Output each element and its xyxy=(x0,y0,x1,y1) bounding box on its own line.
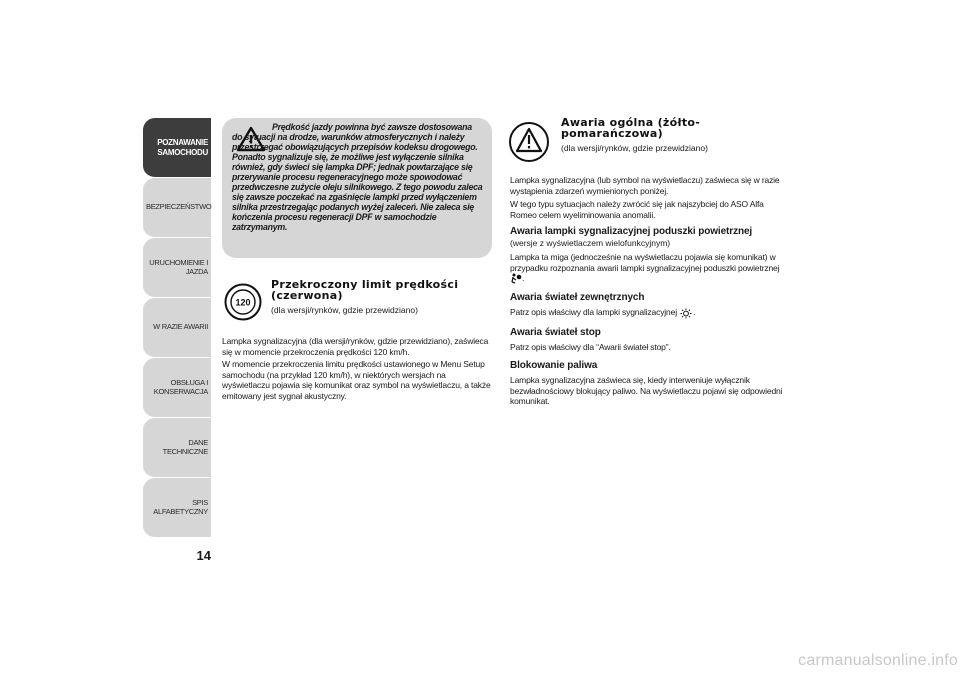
watermark: carmanualsonline.info xyxy=(798,652,958,669)
airbag-icon xyxy=(510,273,522,284)
exterior-lights-text: Patrz opis właściwy dla lampki sygnalizacyjnej . xyxy=(510,307,696,318)
general-failure-title: Awaria ogólna (żółto-pomarańczowa) xyxy=(561,116,701,140)
stop-lights-heading: Awaria świateł stop xyxy=(510,326,601,338)
general-failure-subtitle: (dla wersji/rynków, gdzie przewidziano) xyxy=(561,143,708,153)
fuel-block-heading: Blokowanie paliwa xyxy=(510,360,598,371)
speed-paragraph-2: W momencie przekroczenia limitu prędkości ustawionego w Menu Setup samochodu (na przykład 120 km/h), w niektórych wersjach na wyświetlaczu pojawia się komunikat oraz symbol na wyświetlaczu, a także emitowany jest sygnał akustyczny. xyxy=(222,359,491,401)
general-failure-warning-icon xyxy=(507,120,551,164)
speed-paragraph-1: Lampka sygnalizacyjna (dla wersji/rynków, gdzie przewidziano), zaświeca się w momencie przekroczenia prędkości 120 km/h. xyxy=(222,336,489,357)
chapter-sidebar xyxy=(143,118,211,538)
airbag-failure-text: Lampka ta miga (jednocześnie na wyświetlaczu pojawia się komunikat) w przypadku rozpoznania awarii lampki sygnalizacyjnej poduszki powietrznej . xyxy=(510,252,780,283)
bulb-icon xyxy=(679,308,693,319)
airbag-failure-subtitle: (wersje z wyświetlaczem wielofunkcyjnym) xyxy=(510,238,671,248)
tab-obsluga-konserwacja[interactable]: OBSŁUGA I KONSERWACJA xyxy=(143,358,211,418)
page-number: 14 xyxy=(196,548,211,563)
general-failure-header xyxy=(561,117,781,154)
tab-poznawanie-samochodu[interactable]: POZNAWANIE SAMOCHODU xyxy=(143,118,211,178)
general-failure-paragraph-2: W tego typu sytuacjach należy zwrócić się jak najszybciej do ASO Alfa Romeo celem wyeliminowania anomalii. xyxy=(510,199,764,220)
tab-dane-techniczne[interactable]: DANE TECHNICZNE xyxy=(143,418,211,478)
speed-section-body xyxy=(222,336,494,401)
warning-text: Prędkość jazdy powinna być zawsze dostosowana do sytuacji na drodze, warunków atmosferycznych i należy przestrzegać obowiązujących przepisów kodeksu drogowego. Ponadto sygnalizuje się, że możliwe jest wyłączenie silnika również, gdy świeci się lampka DPF; jednak powtarzające się przerywanie procesu regeneracyjnego może spowodować przedwczesne zużycie oleju silnikowego. Z tego powodu zaleca się zawsze poczekać na zgaśnięcie lampki przed wyłączeniem silnika przestrzegając podanych wyżej zaleceń. Nie zaleca się kończenia procesu regeneracji DPF w samochodzie zatrzymanym. xyxy=(232,122,483,232)
tab-spis-alfabetyczny[interactable]: SPIS ALFABETYCZNY xyxy=(143,478,211,538)
tab-bezpieczenstwo[interactable]: BEZPIECZEŃSTWO xyxy=(143,178,211,238)
exterior-lights-heading: Awaria świateł zewnętrznych xyxy=(510,292,645,304)
speed-limit-120-icon xyxy=(223,282,263,322)
fuel-block-text: Lampka sygnalizacyjna zaświeca się, kiedy interweniuje wyłącznik bezwładnościowy blokujący paliwo. Na wyświetlaczu pojawi się odpowiedni komunikat. xyxy=(510,375,783,406)
speed-icon-label: 120 xyxy=(235,297,251,308)
general-failure-body xyxy=(510,175,788,410)
speed-section-title: Przekroczony limit prędkości (czerwona) xyxy=(271,278,459,302)
speed-section-header xyxy=(271,279,491,316)
general-failure-paragraph-1: Lampka sygnalizacyjna (lub symbol na wyświetlaczu) zaświeca się w razie wystąpienia zdarzeń wymienionych poniżej. xyxy=(510,175,780,196)
warning-box xyxy=(222,118,492,258)
tab-uruchomienie-jazda[interactable]: URUCHOMIENIE I JAZDA xyxy=(143,238,211,298)
airbag-failure-heading: Awaria lampki sygnalizacyjnej poduszki powietrznej xyxy=(510,226,753,237)
stop-lights-text: Patrz opis właściwy dla “Awarii świateł stop”. xyxy=(510,341,671,352)
tab-w-razie-awarii[interactable]: W RAZIE AWARII xyxy=(143,298,211,358)
speed-section-subtitle: (dla wersji/rynków, gdzie przewidziano) xyxy=(271,305,418,315)
